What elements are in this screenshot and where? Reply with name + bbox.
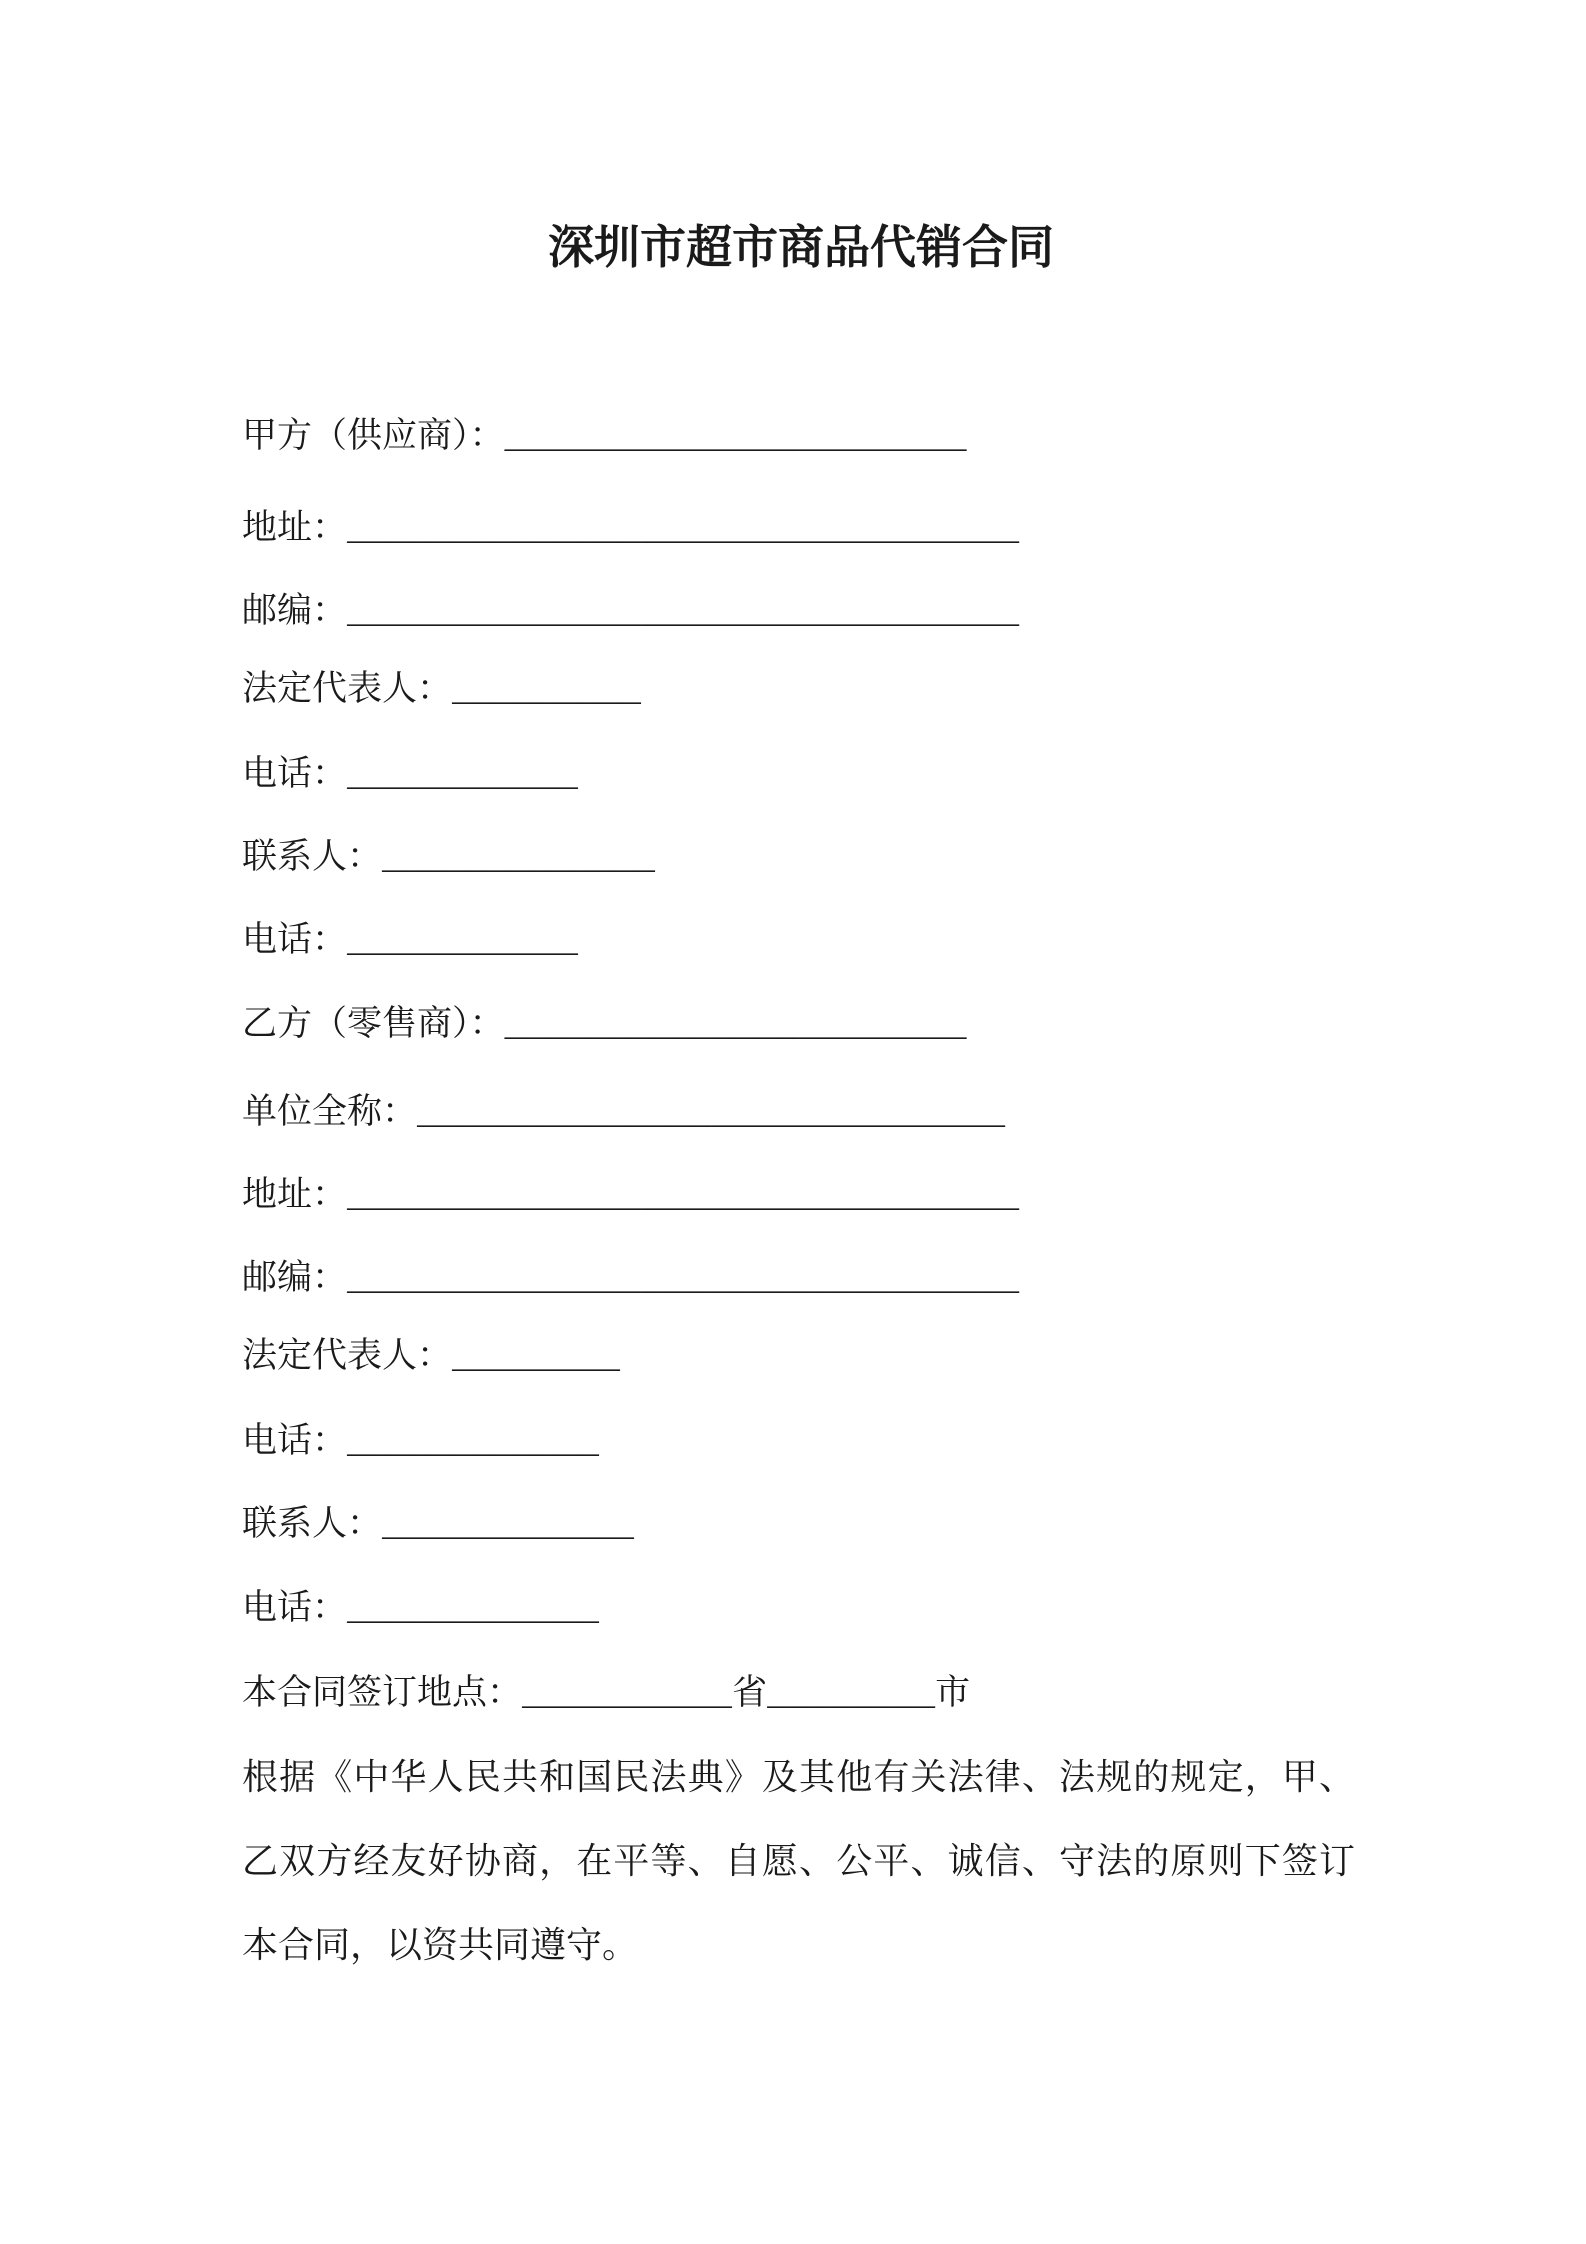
fill-in-blank: ____________ xyxy=(382,1506,635,1546)
field-label: 地址： xyxy=(242,1175,348,1214)
preamble-paragraph: 根据《中华人民共和国民法典》及其他有关法律、法规的规定，甲、乙双方经友好协商，在平等、自愿、公平、诚信、守法的原则下签订本合同，以资共同遵守。 xyxy=(242,1756,1355,1965)
fill-in-blank: _____________ xyxy=(382,839,656,879)
field-label: 地址： xyxy=(242,508,348,547)
fill-in-blank: ________________________________ xyxy=(347,1177,1020,1217)
fill-in-blank: ________________________________ xyxy=(347,510,1020,550)
party-b-full-name-field xyxy=(242,1087,1005,1137)
field-label: 联系人： xyxy=(242,837,383,876)
province-blank: __________ xyxy=(522,1675,733,1715)
fill-in-blank: ____________________________ xyxy=(417,1094,1006,1134)
fill-in-blank: ______________________ xyxy=(504,1006,967,1046)
field-label: 单位全称： xyxy=(242,1092,418,1131)
field-label: 电话： xyxy=(242,1588,348,1627)
fill-in-blank: ____________ xyxy=(347,1590,600,1630)
field-label: 甲方（供应商）： xyxy=(242,416,505,455)
party-b-heading xyxy=(242,999,967,1049)
fill-in-blank: ______________________ xyxy=(504,418,967,458)
party-b-contact-field xyxy=(242,1499,634,1549)
province-label: 省 xyxy=(732,1673,768,1712)
field-label: 电话： xyxy=(242,920,348,959)
party-a-address-field xyxy=(242,503,1019,553)
field-label: 电话： xyxy=(242,754,348,793)
field-label: 法定代表人： xyxy=(242,669,453,708)
field-label: 本合同签订地点： xyxy=(242,1673,523,1712)
document-title: 深圳市超市商品代销合同 xyxy=(548,221,1054,273)
party-b-phone-field xyxy=(242,1416,599,1466)
fill-in-blank: ________ xyxy=(452,1338,621,1378)
party-b-address-field xyxy=(242,1170,1019,1220)
field-label: 邮编： xyxy=(242,1258,348,1297)
party-a-legal-rep-field xyxy=(242,664,641,714)
party-b-legal-rep-field xyxy=(242,1331,620,1381)
fill-in-blank: ________________________________ xyxy=(347,1260,1020,1300)
field-label: 联系人： xyxy=(242,1504,383,1543)
field-label: 电话： xyxy=(242,1421,348,1460)
field-label: 邮编： xyxy=(242,591,348,630)
party-a-postcode-field xyxy=(242,586,1019,636)
party-a-contact-phone-field xyxy=(242,915,578,965)
party-a-phone-field xyxy=(242,749,578,799)
fill-in-blank: ________________________________ xyxy=(347,593,1020,633)
signing-place-field xyxy=(242,1668,970,1718)
party-a-contact-field xyxy=(242,832,655,882)
party-a-heading xyxy=(242,411,967,461)
city-label: 市 xyxy=(935,1673,971,1712)
fill-in-blank: ___________ xyxy=(347,922,579,962)
party-b-postcode-field xyxy=(242,1253,1019,1303)
city-blank: ________ xyxy=(767,1675,936,1715)
party-b-contact-phone-field xyxy=(242,1583,599,1633)
fill-in-blank: ___________ xyxy=(347,756,579,796)
fill-in-blank: _________ xyxy=(452,671,642,711)
fill-in-blank: ____________ xyxy=(347,1423,600,1463)
field-label: 法定代表人： xyxy=(242,1336,453,1375)
field-label: 乙方（零售商）： xyxy=(242,1004,505,1043)
